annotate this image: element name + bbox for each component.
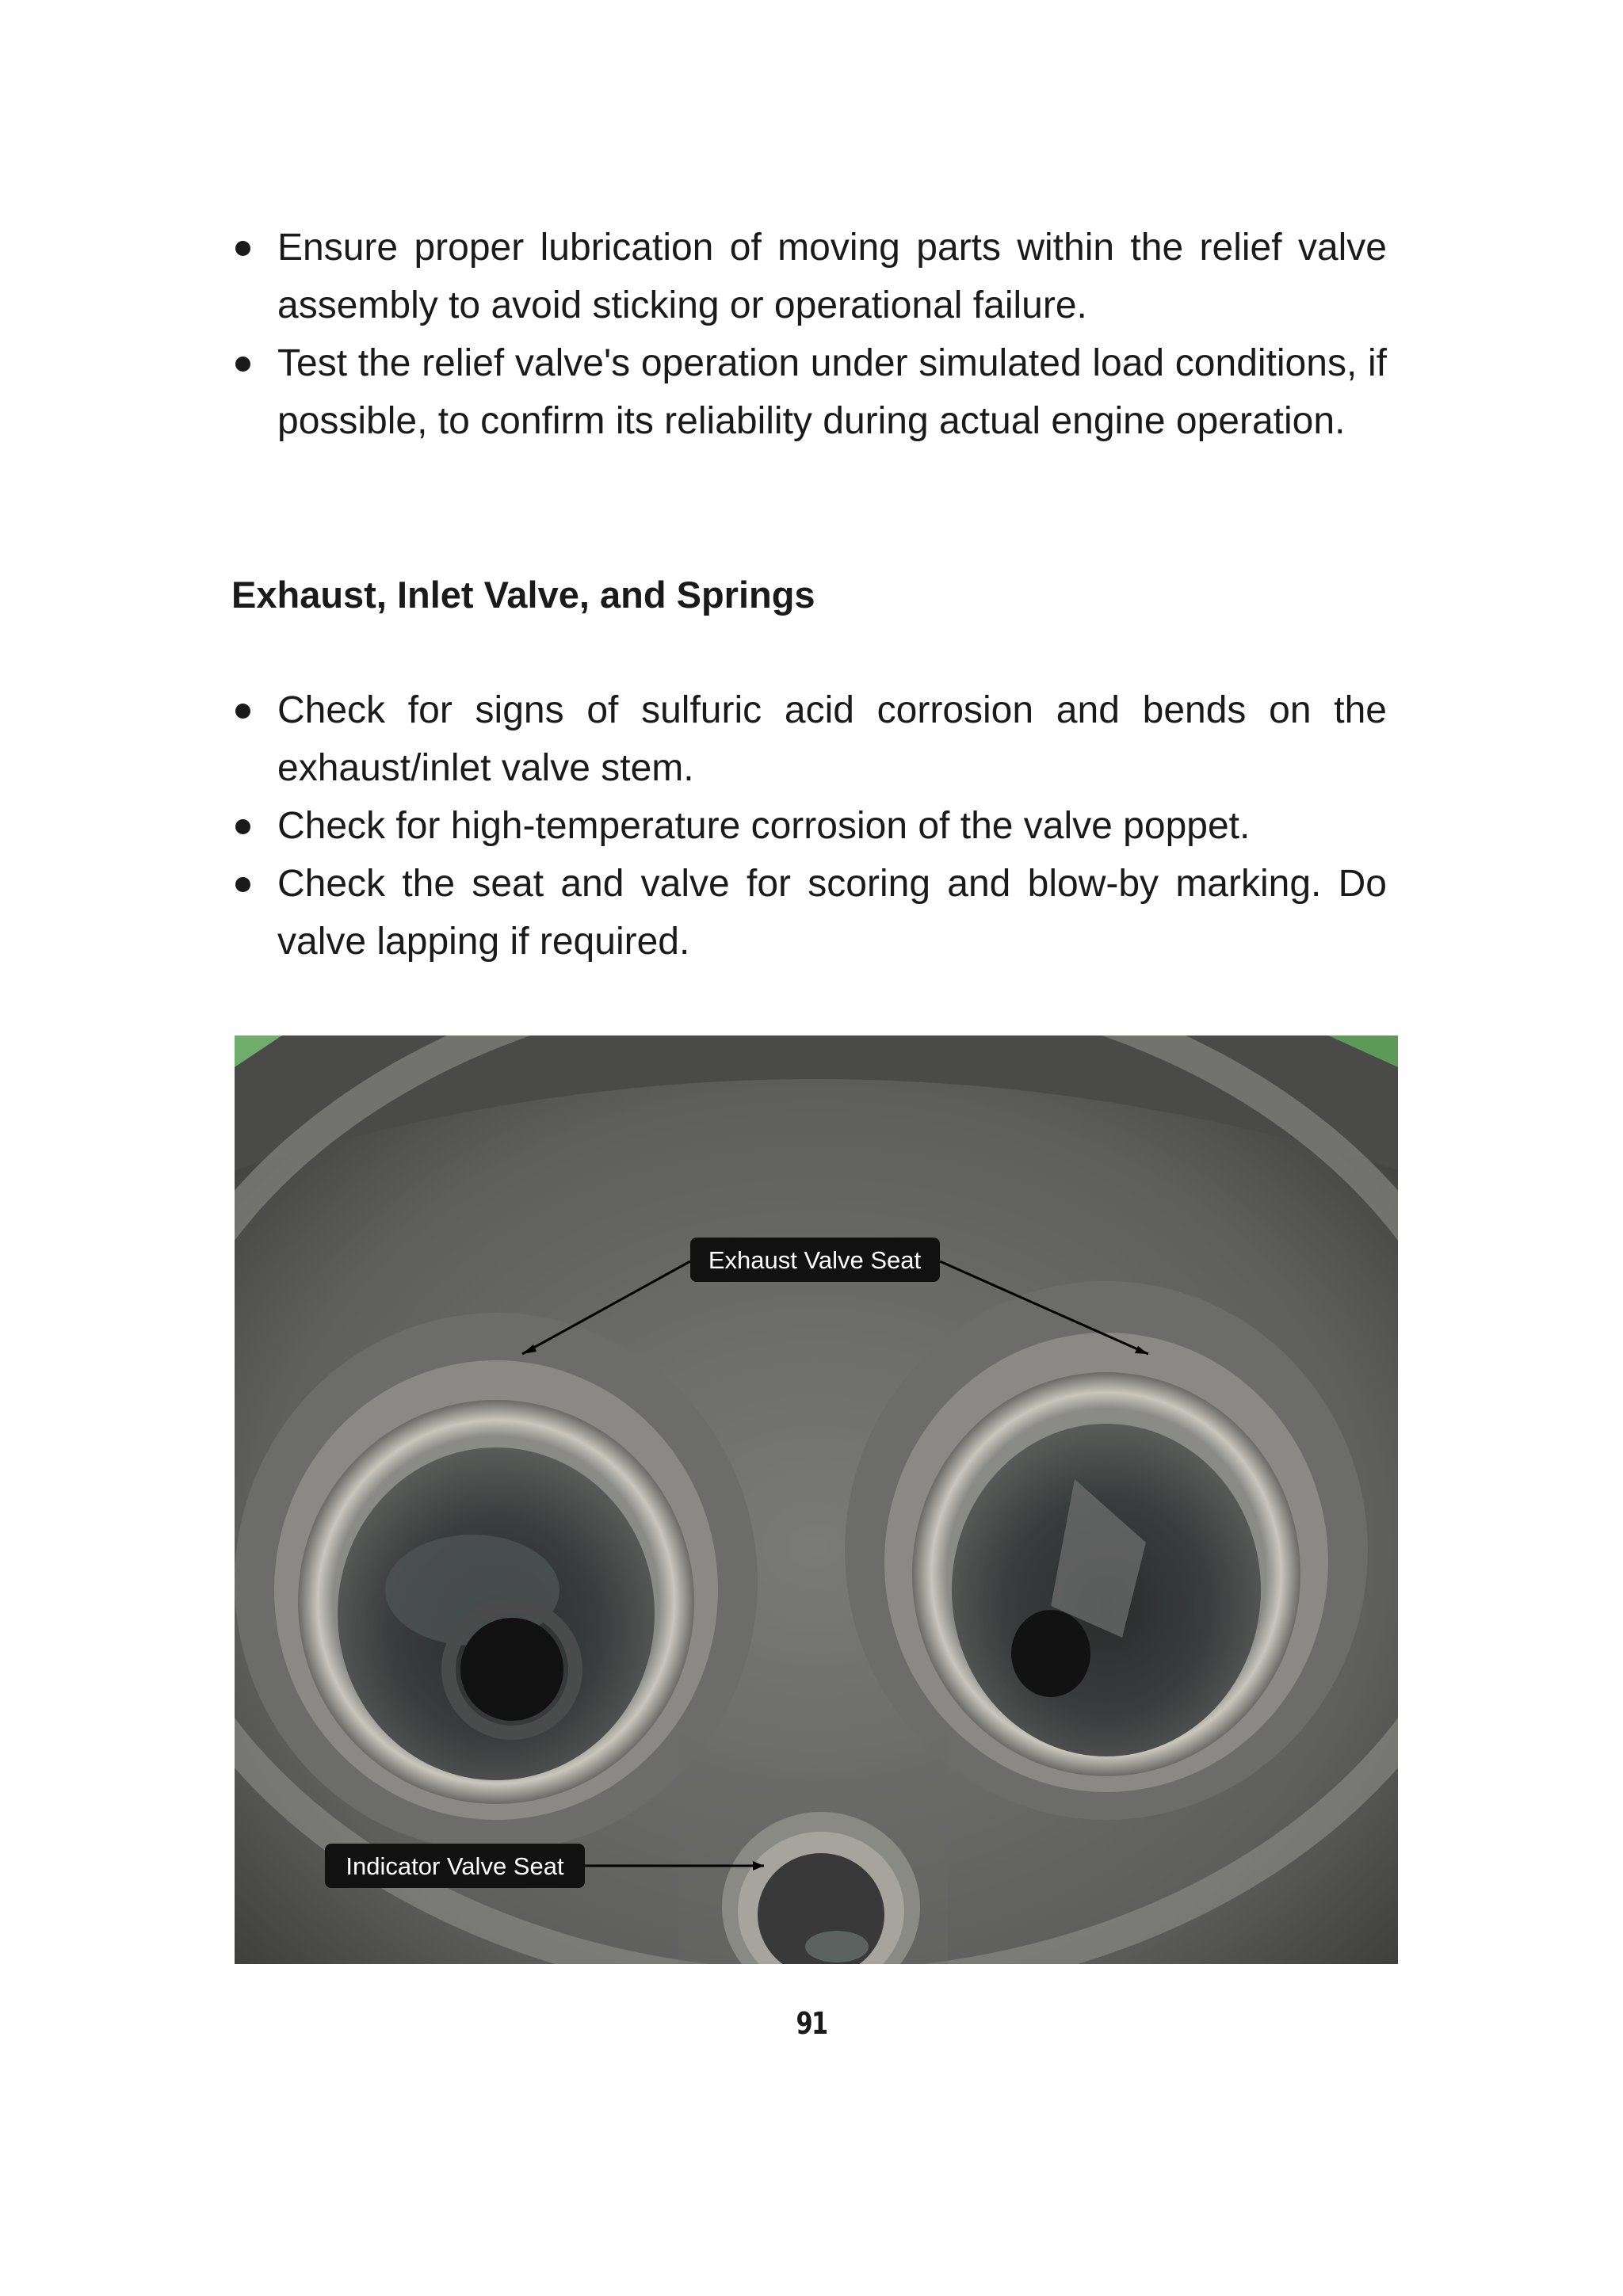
list-item: Check for signs of sulfuric acid corrosion and bends on the exhaust/inlet valve stem. — [277, 681, 1387, 797]
exhaust-valve-seat-label: Exhaust Valve Seat — [708, 1246, 922, 1274]
bullet-list-relief-valve — [277, 219, 1387, 450]
indicator-valve-seat-label: Indicator Valve Seat — [346, 1852, 564, 1880]
list-item: Test the relief valve's operation under simulated load conditions, if possible, to confirm its reliability during actual engine operation. — [277, 334, 1387, 450]
section-heading: Exhaust, Inlet Valve, and Springs — [231, 574, 815, 616]
valve-seat-photo — [235, 1035, 1398, 1964]
page-number: 91 — [796, 2006, 827, 2041]
list-item: Ensure proper lubrication of moving parts within the relief valve assembly to avoid sticking or operational failure. — [277, 219, 1387, 334]
list-item: Check the seat and valve for scoring and blow-by marking. Do valve lapping if required. — [277, 855, 1387, 971]
bullet-list-valves — [277, 681, 1387, 971]
list-item: Check for high-temperature corrosion of the valve poppet. — [277, 797, 1387, 855]
exhaust-valve-seat-callout — [690, 1238, 940, 1282]
indicator-valve-seat-callout — [325, 1844, 585, 1888]
right-valve-seat — [845, 1281, 1368, 1820]
